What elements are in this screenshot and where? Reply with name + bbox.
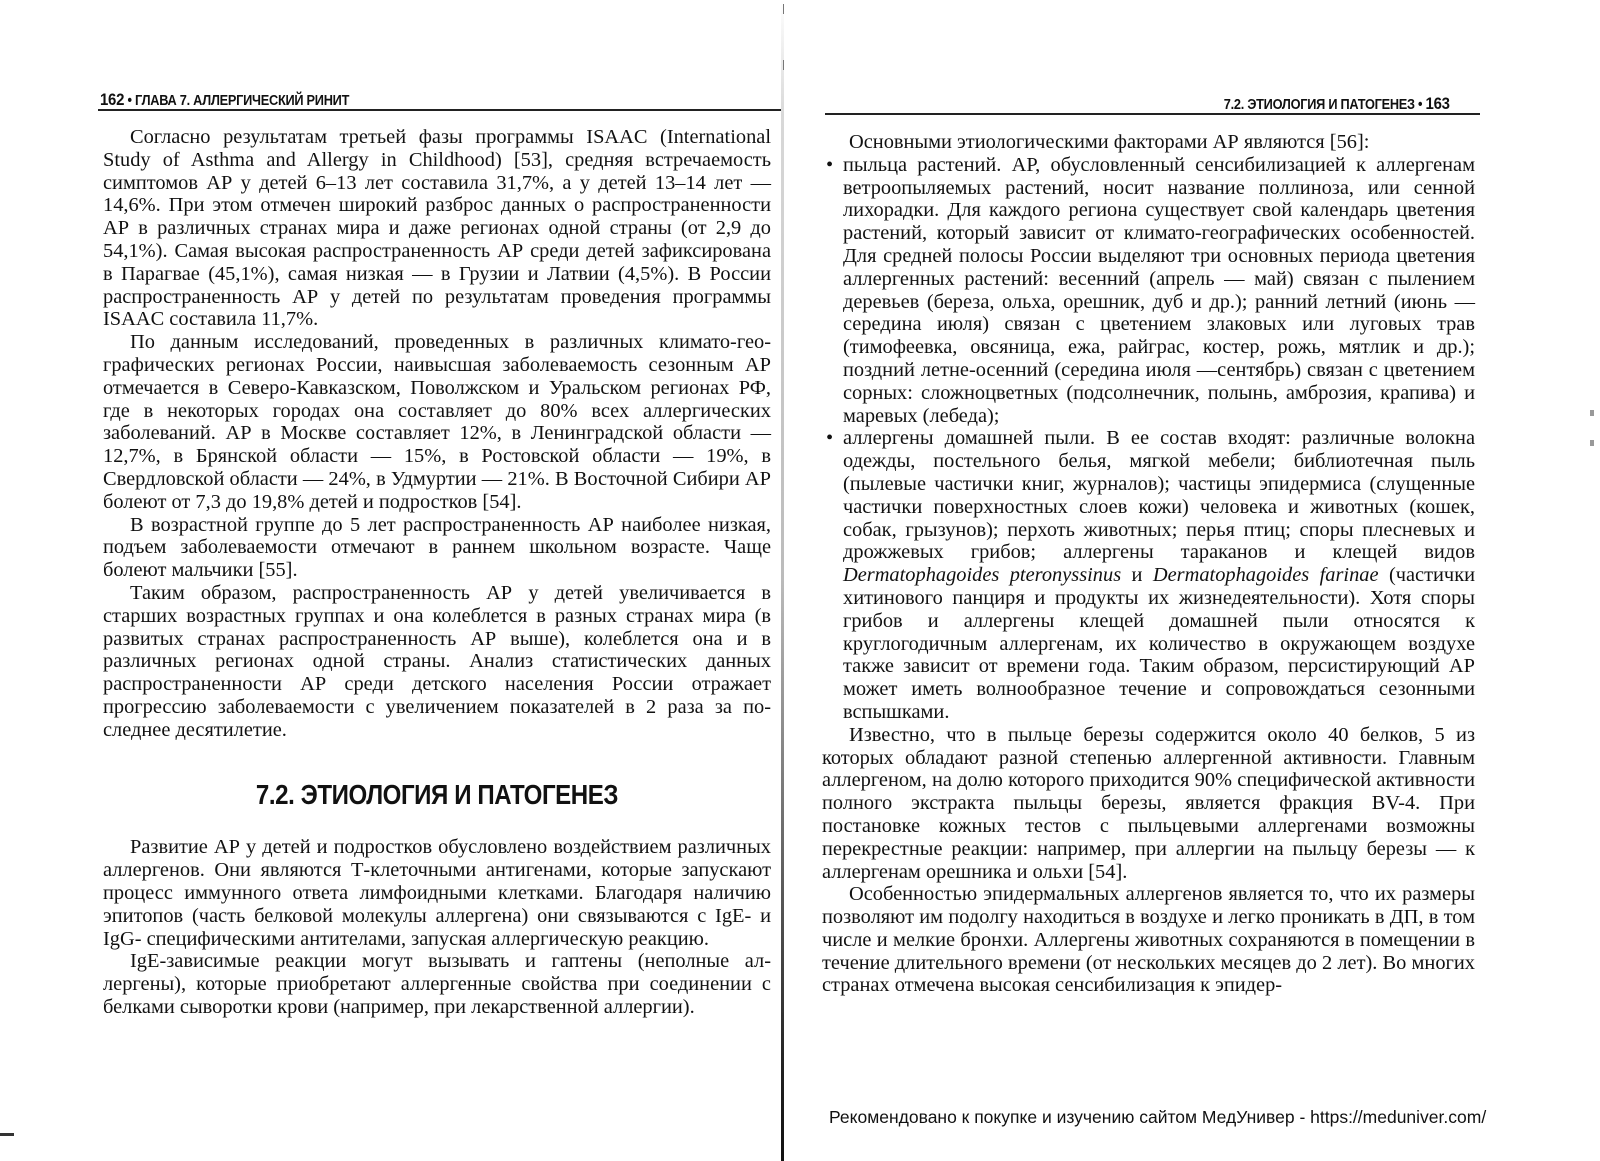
left-text-column (103, 126, 771, 1019)
gutter-mark (783, 4, 784, 14)
right-page (800, 0, 1600, 1161)
paragraph-allergens: Развитие АР у детей и подростков обусловлено воздействием различных аллергенов. Они являются Т-клеточными антигенами, которые запускают процесс иммунного ответа лимфоидными клетками. Благодаря наличию эпитопов (часть белковой молекулы аллергена) они связываются с IgE- и IgG- специфическими антителами, запуская аллергическую реакцию. (103, 836, 771, 950)
list-item (822, 154, 1475, 428)
scan-edge-mark (1590, 440, 1594, 446)
pollen-item-text: пыльца растений. АР, обусловленный сенсибилизацией к аллергенам ветроопыляемых растений, носит название поллиноза, или сенной лихорадки. Для каждого региона существует свой календарь цветения растений, который зависит от климато-географических особенностей. Для средней полосы России выделяют три основных периода цветения аллергенных растений: весенний (апрель — май) связан с пылением деревьев (береза, ольха, орешник, дуб и др.); ранний летний (июнь — середина июля) связан с цветением злаковых или луговых трав (тимофеевка, овсяница, ежа, райграс, костер, рожь, мятлик и др.); поздний летне-осенний (середина июля —сентябрь) связан с цветением сорных: сложноцветных (подсолнечник, полынь, амброзия, крапива) и маревых (лебеда); (843, 153, 1475, 427)
gutter-mark (783, 60, 784, 70)
right-head-separator: • (1418, 97, 1423, 113)
left-running-head (100, 90, 349, 110)
dust-item-text: аллергены домашней пыли. В ее состав входят: различные волокна одежды, постельного белья, мягкой мебели; библиотечная пыль (пылевые частички книг, журналов); частицы эпидермиса (слущенные частички поверхностных слоев кожи) человека и животных (кошек, собак, грызунов); перхоть животных; перья птиц; споры плесневых и дрожжевых грибов; аллергены тараканов и клещей видов (843, 427, 1475, 564)
section-title: 7.2. ЭТИОЛОГИЯ И ПАТОГЕНЕЗ (255, 778, 619, 810)
left-page-number: 162 (100, 90, 125, 109)
conjunction: и (1121, 564, 1153, 587)
left-head-rule (98, 109, 781, 111)
right-running-head (1224, 94, 1450, 114)
footer-recommendation: Рекомендовано к покупке и изучению сайтом МедУнивер - https://meduniver.com/ (829, 1107, 1487, 1127)
left-head-separator: • (127, 93, 132, 109)
paragraph-regions: По данным исследований, проведенных в различных климато-географических регионах России, наивысшая заболеваемость сезонным АР отмечается в Северо-Кавказском, Поволжском и Уральском регионах РФ, где в некоторых городах она составляет до 80% всех аллергических заболеваний. АР в Москве составляет 12%, в Ленинградской области — 12,7%, в Брянской области — 15%, в Ростовской области — 19%, в Свердловской области — 24%, в Удмуртии — 21%. В Восточной Сибири АР болеют от 7,3 до 19,8% детей и подростков [54]. (103, 331, 771, 513)
left-chapter-title: ГЛАВА 7. АЛЛЕРГИЧЕСКИЙ РИНИТ (134, 93, 350, 109)
paragraph-epidermal: Особенностью эпидермальных аллергенов является то, что их размеры позволяют им подолгу находиться в воздухе и легко проникать в ДП, в том числе и мелкие бронхи. Аллергены животных сохраняются в помещении в течение длительного времени (от нескольких месяцев до 2 лет). Во многих странах отмечена высокая сенсибилизация к эпидер- (822, 883, 1475, 997)
paragraph-isaac: Согласно результатам третьей фазы программы ISAAC (International Study of Asthma and Allergy in Childhood) [53], средняя встречаемость симптомов АР у детей 6–13 лет составила 31,7%, а у детей 13–14 лет — 14,6%. При этом отмечен широкий разброс данных о распространенности АР в различных странах мира и даже регионах одной страны (от 2,9 до 54,1%). Самая высокая распространенность АР среди детей зафиксирована в Парагвае (45,1%), самая низкая — в Грузии и Латвии (4,5%). В России распространенность АР у детей по результатам проведения программы ISAAC составила 11,7%. (103, 126, 771, 331)
list-item (822, 427, 1475, 723)
right-page-number: 163 (1425, 94, 1450, 113)
right-text-column (822, 131, 1475, 997)
right-section-title: 7.2. ЭТИОЛОГИЯ И ПАТОГЕНЕЗ (1224, 97, 1416, 113)
paragraph-birch-pollen: Известно, что в пыльце березы содержится около 40 белков, 5 из которых обладают разной степенью аллергенной активности. Главным аллергеном, на долю которого приходится 90% специфической активности полного экстракта пыльцы березы, является фракция BV-4. При постановке кожных тестов с пыльцевыми аллергенами возможны перекрестные реакции: например, при аллергии на пыльцу березы — к аллергенам орешника и ольхи [54]. (822, 723, 1475, 883)
scan-edge-mark (1590, 410, 1594, 416)
dust-item-text-continued: (частички хитинового панциря и продукты их жизнедеятельности). Хотя споры грибов и аллергены клещей домашней пыли относятся к круглогодичным аллергенам, их количество в окружающем воздухе также зависит от времени года. Таким образом, персистирующий АР может иметь волнообразное течение и сопровождаться сезонными вспышками. (843, 564, 1476, 723)
bullet-mark: • (826, 153, 834, 176)
paragraph-factors-intro: Основными этиологическими факторами АР являются [56]: (849, 131, 1370, 153)
paragraph-haptens: IgE-зависимые реакции могут вызывать и гаптены (неполные аллергены), которые приобретают аллергенные свойства при соединении с белками сыворотки крови (например, при лекарственной аллергии). (103, 950, 771, 1018)
paragraph-summary: Таким образом, распространенность АР у детей увеличивается в старших возрастных группах и она колеблется в разных странах мира (в развитых странах распространенность АР выше), колеблется она и в различных регионах одной страны. Анализ статистических данных распространенности АР среди детского населения России отражает прогрессию заболеваемости с увеличением показателей в 2 раза за последнее десятилетие. (103, 581, 771, 741)
species-name: Dermatophagoides pteronyssinus (843, 564, 1122, 587)
right-head-rule (825, 113, 1480, 115)
species-name: Dermatophagoides farinae (1152, 564, 1379, 587)
book-spine (781, 0, 784, 1161)
factors-list (822, 154, 1475, 724)
paragraph-age-group: В возрастной группе до 5 лет распространенность АР наиболее низкая, подъем заболеваемости отмечают в раннем школьном возрасте. Чаще болеют мальчики [55]. (103, 513, 771, 582)
scan-corner-mark (0, 1133, 14, 1136)
bullet-mark: • (826, 427, 834, 450)
